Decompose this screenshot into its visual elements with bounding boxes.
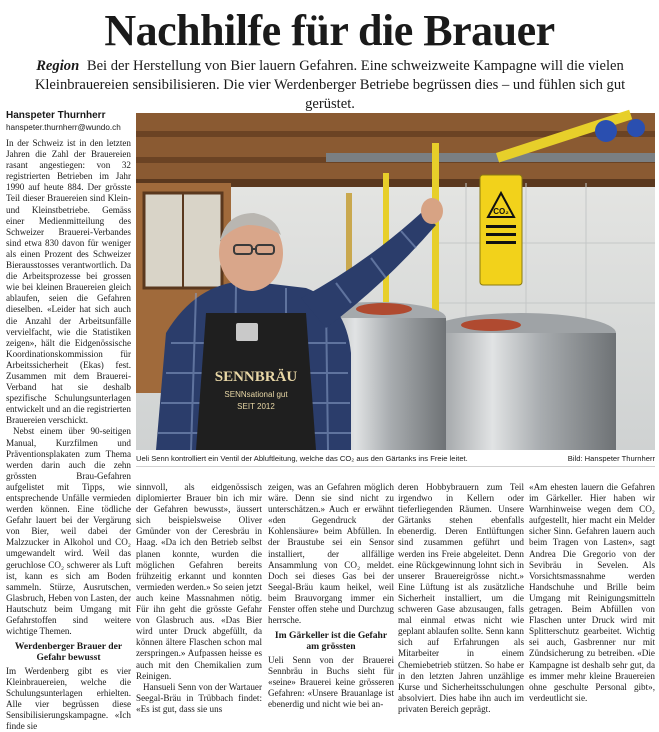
author-name: Hanspeter Thurnherr bbox=[6, 110, 106, 121]
subheading: Im Gärkeller ist die Gefahr am grössten bbox=[274, 630, 388, 653]
paragraph: sinnvoll, als eidgenössisch diplomierter Brauer bin ich mir der Gefahren bewusst», äussert sich beispielsweise Oliver Gmünder von der Ceresbräu in Haag. «Da ich den Betrieb selbst planen konnte, wurden die möglichen Gefahren bereits frühzeitig erkannt und konnten vermieden werden.» So seien jetzt auch keine Massnahmen nötig. Für ihn geht die grösste Gefahr von Glasbruch aus. «Das Bier wird unter Druck abgefüllt, da können ältere Flaschen schon mal zerspringen.» Aufpassen heisse es auch mit den Chemikalien zum Reinigen. bbox=[136, 482, 262, 681]
paragraph: zeigen, was an Gefahren möglich wäre. Denn sie sind nicht zu unterschätzen.» Auch er erwähnt «den Gegendruck der Kohlensäure» beim Abfüllen. In der Braustube sei ein Sensor installiert, der allfällige Ansammlung von CO₂ meldet. Doch sei dieses Gas bei der Seegal-Bräu kaum heikel, weil beim Brauvorgang immer ein Fenster offen stehe und Durchzug herrsche. bbox=[268, 482, 394, 626]
photo-caption-bar bbox=[136, 453, 655, 467]
paragraph: Hansueli Senn von der Wartauer Seegal-Bräu in Trübbach findet: «Es ist gut, dass sie uns bbox=[136, 681, 262, 714]
lead-kicker: Region bbox=[36, 58, 80, 74]
lead-paragraph bbox=[16, 57, 644, 114]
photo-credit: Bild: Hanspeter Thurnherr bbox=[567, 454, 655, 463]
paragraph: «Am ehesten lauern die Gefahren im Gärkeller. Hier haben wir Warnhinweise wegen dem CO₂ aufgestellt, hier macht ein Melder sicher Sinn. Gefahren lauern auch beim Tragen von Lasten», sagt Andrea Die Gregorio von der Sevibräu in Sevelen. Als Vorsichtsmassnahme werden Handschuhe und Brille beim Umgang mit Reinigungsmitteln getragen. Beim Abfüllen von Flaschen unter Druck wird mit Splitterschutz gearbeitet. Wichtig sei auch, Gasbrenner nur mit Zündsicherung zu betreiben. «Die Kampagne ist deshalb sehr gut, da es immer mehr kleine Brauereien ohne geschulte Personal gibt», verdeutlicht sie. bbox=[529, 482, 655, 703]
article-column-3 bbox=[268, 482, 394, 716]
paragraph: Ueli Senn von der Brauerei Sennbräu in Buchs sieht für «seine» Brauerei keine grösseren Gefahren: «Unsere Brauanlage ist ebenerdig und nicht wie bei an- bbox=[268, 654, 394, 709]
article-column-1 bbox=[6, 138, 131, 732]
apron-line2: SEIT 2012 bbox=[237, 402, 275, 411]
article-column-4 bbox=[398, 482, 524, 716]
lead-text: Bei der Herstellung von Bier lauern Gefahren. Eine schweizweite Kampagne will die vielen Kleinbrauereien sensibilisieren. Die vier Werdenberger Betriebe begrüssen dies – und fühlen sich gut gerüstet. bbox=[34, 58, 626, 112]
sign-text: CO₂ bbox=[493, 207, 509, 216]
paragraph: Nebst einem über 90-seitigen Manual, Kurzfilmen und Präventionsplakaten zum Thema werden darin auch die zehn grössten Brau-Gefahren aufgelistet mit Tipps, wie entsprechende Unfälle vermieden werden können. Eine tödliche Gefahr lauert bei der Vergärung von Bier, weil dabei der Malzzucker in Alkohol und CO₂ umgewandelt wird. Weil das geruchlose CO₂ schwerer als Luft ist, kann es sich am Boden sammeln. Stürze, Ausrutschen, Glasbruch, Heben von Lasten, der Hautschutz beim Umgang mit Gefahrstoffen sind weitere wichtige Themen. bbox=[6, 426, 131, 637]
paragraph: Im Werdenberg gibt es vier Kleinbrauereien, welche die Schulungsunterlagen erhielten. Alle vier begrüssen diese Sensibilisierungskampagne. «Ich finde sie bbox=[6, 665, 131, 732]
article-column-5 bbox=[529, 482, 655, 716]
apron-line1: SENNsational gut bbox=[224, 390, 288, 399]
brewer-photo-illustration bbox=[136, 113, 655, 450]
article-column-2 bbox=[136, 482, 262, 716]
headline: Nachhilfe für die Brauer bbox=[104, 6, 555, 55]
author-block bbox=[6, 109, 131, 133]
author-email[interactable]: hanspeter.thurnherr@wundo.ch bbox=[6, 123, 121, 132]
caption-divider bbox=[136, 466, 655, 467]
subheading: Werdenberger Brauer der Gefahr bewusst bbox=[14, 641, 123, 664]
paragraph: In der Schweiz ist in den letzten Jahren die Zahl der Brauereien rasant angestiegen: von 32 registrierten Betrieben im Jahr 1990 auf heute 884. Der grösste Teil dieser Brauereien sind Klein- und Kleinstbetriebe. Gemäss einer Medienmitteilung des Schweizer Brauerei-Verbandes sind etwa 830 davon für weniger als einen Prozent des Schweizer Bierausstosses verantwortlich. Da die Arbeitsprozesse bei grossen wie bei kleinen Brauereien gleich ablaufen, seien die Gefahren dieselben. «Leider hat sich auch die Anzahl der Arbeitsunfälle vervielfacht, wie die Statistiken zeigen», hält die Eidgenössische Koordinationskommission für Arbeitssicherheit (Ekas) fest. Zusammen mit dem Brauerei-Verband hat sie deshalb spezifische Schulungsunterlagen entwickelt und an die registrierten Brauereien verschickt. bbox=[6, 138, 131, 426]
paragraph: deren Hobbybrauern zum Teil irgendwo in Kellern oder tieferliegenden Räumen. Unsere Gärtanks stehen ebenfalls ebenerdig. Deren Entlüftungen sind zusammen geführt und werden ins Freie abgeleitet. Denn eine Rückgewinnung lohnt sich in unserer Brauereigrösse nicht.» Eine Lüftung ist als zusätzliche Sicherheit installiert, um die schweren Gase abzusaugen, falls mal einmal etwas nicht wie geplant ablaufen sollte. Senn kann sich auf Erfahrungen als Mitarbeiter in einem Chemiebetrieb stützen. So habe er in den letzten Jahren unzählige Kurse und Sicherheitsschulungen absolviert. Dies habe ihn auch im privaten Bereich geprägt. bbox=[398, 482, 524, 714]
article-photo bbox=[136, 113, 655, 450]
apron-brand: SENNBRÄU bbox=[214, 369, 298, 385]
photo-caption: Ueli Senn kontrolliert ein Ventil der Abluftleitung, welche das CO₂ aus den Gärtanks ins Freie leitet. bbox=[136, 454, 468, 463]
